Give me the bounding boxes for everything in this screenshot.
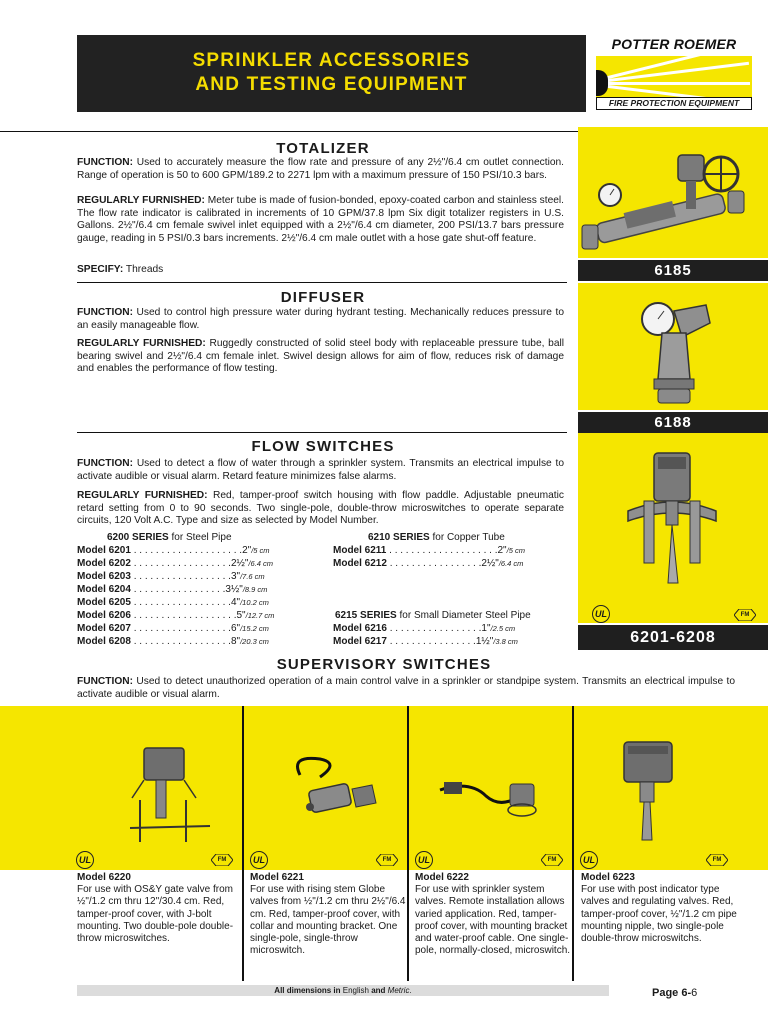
- model-row-6201: [77, 546, 270, 556]
- model-description: For use with rising stem Globe valves from ½"/1.2 cm thru 2½"/6.4 cm. Red, tamper-proof cover, with collar and mounting bracket. One single-pole, single-throw microswitch.: [250, 884, 406, 957]
- footer-english: English: [342, 986, 369, 995]
- leader-dots: . . . . . . . . . . . . . . . . . .: [130, 558, 231, 569]
- furnished-label: REGULARLY FURNISHED:: [77, 338, 206, 349]
- model-metric: /7.6 cm: [240, 572, 265, 581]
- model-row-6206: [77, 611, 274, 621]
- column-divider: [242, 706, 244, 981]
- model-name: Model 6202: [77, 558, 131, 569]
- leader-dots: . . . . . . . . . . . . . . . . . .: [130, 571, 231, 582]
- model-size: 6": [230, 623, 241, 634]
- divider: [77, 282, 567, 283]
- model-row-6204: [77, 585, 267, 595]
- brand-logo: [592, 36, 756, 114]
- model-metric: /5 cm: [506, 546, 525, 555]
- fm-approved-icon: [211, 854, 233, 866]
- logo-emblem: [596, 56, 752, 110]
- fm-label: FM: [217, 857, 227, 863]
- model-metric: /2.5 cm: [490, 624, 516, 633]
- furnished-text: Meter tube is made of fusion-bonded, epoxy-coated carbon and stainless steel. The flow rate indicator is calibrated in increments of 10 GPM/37.8 lpm Six digit totalizer registers in U.S. Gallons. 2½"/6.4 cm female swivel inlet equipped with a 2½"/6.4 cm diameter, 200 PSI/13.7 bars pressure gauge, reading in 5 PSI/0.3 bars increments. 2½"/6.4 cm male outlet with a hose gate shut-off feature.: [77, 195, 565, 244]
- title-line-1: SPRINKLER ACCESSORIES: [192, 50, 471, 71]
- fm-approved-icon: [376, 854, 398, 866]
- model-name: Model 6222: [415, 872, 469, 883]
- switch-6223-illustration: [600, 730, 700, 850]
- model-metric: /10.2 cm: [240, 598, 269, 607]
- model-name: Model 6203: [77, 571, 131, 582]
- series-heading-6200: [107, 533, 232, 543]
- totalizer-illustration: [578, 127, 768, 258]
- ul-listed-icon: UL: [250, 851, 268, 869]
- function-text: Used to control high pressure water during hydrant testing. Mechanically reduces pressure to an easily manageable flow.: [77, 307, 564, 331]
- function-text: Used to accurately measure the flow rate and pressure of any 2½"/6.4 cm outlet connection. Range of operation is 50 to 600 GPM/189.2 to 2271 lpm with a maximum pressure of 150 PSI/10.3 bars.: [77, 157, 564, 181]
- model-description: For use with sprinkler system valves. Remote installation allows varied application. Red, tamper-proof cover, with mounting bracket and water-proof cable. One single-pole, normally-closed, microswitch.: [415, 884, 571, 957]
- model-size: 1½": [475, 636, 494, 647]
- page-number: [652, 987, 697, 999]
- supervisory-item-6220: [77, 872, 235, 945]
- totalizer-specify: [77, 264, 564, 277]
- series-desc: for Steel Pipe: [168, 532, 232, 543]
- page-num-value: 6: [691, 987, 698, 999]
- model-row-6202: [77, 559, 273, 569]
- model-size: 2": [242, 545, 252, 556]
- specify-label: SPECIFY:: [77, 264, 124, 275]
- model-name: Model 6211: [333, 545, 387, 556]
- leader-dots: . . . . . . . . . . . . . . . . . . . .: [386, 545, 498, 556]
- section-title-totalizer: TOTALIZER: [276, 140, 370, 157]
- furnished-label: REGULARLY FURNISHED:: [77, 490, 208, 501]
- model-row-6217: [333, 637, 518, 647]
- function-text: Used to detect unauthorized operation of a main control valve in a sprinkler or standpipe system. Transmits an electrical impulse to activate audible or visual alarm.: [77, 676, 735, 700]
- supervisory-item-6223: [581, 872, 739, 945]
- series-heading-6210: [368, 533, 505, 543]
- section-title-supervisory-switches: SUPERVISORY SWITCHES: [276, 656, 492, 673]
- leader-dots: . . . . . . . . . . . . . . . .: [386, 636, 476, 647]
- leader-dots: . . . . . . . . . . . . . . . . .: [130, 584, 226, 595]
- product-image-6188: [578, 283, 768, 410]
- diffuser-furnished: [77, 338, 564, 376]
- model-metric: /20.3 cm: [240, 637, 269, 646]
- footer-prefix: All dimensions in: [274, 986, 343, 995]
- model-name: Model 6204: [77, 584, 131, 595]
- function-label: FUNCTION:: [77, 157, 134, 168]
- fm-approved-icon: [734, 609, 756, 621]
- leader-dots: . . . . . . . . . . . . . . . . . .: [130, 636, 231, 647]
- switch-6222-illustration: [430, 760, 550, 830]
- model-row-6203: [77, 572, 265, 582]
- furnished-label: REGULARLY FURNISHED:: [77, 195, 205, 206]
- furnished-text: Ruggedly constructed of solid steel body with replaceable pressure tube, ball bearing swivel and 2½"/6.4 cm female inlet. Swivel design allows for aim of flow, reduces risk of damage and enables the performance of flow testing.: [77, 338, 565, 375]
- page-label: Page 6-: [652, 987, 692, 999]
- supervisory-item-6221: [250, 872, 408, 957]
- title-line-2: AND TESTING EQUIPMENT: [195, 74, 468, 95]
- footer-suffix: .: [409, 986, 412, 995]
- series-heading-6215: [335, 611, 531, 621]
- supervisory-function: [77, 676, 735, 701]
- model-size: 4": [230, 597, 241, 608]
- model-name: Model 6212: [333, 558, 387, 569]
- product-image-6201-6208: [578, 433, 768, 623]
- brand-tagline: FIRE PROTECTION EQUIPMENT: [596, 97, 752, 110]
- model-row-6208: [77, 637, 269, 647]
- model-label-6201-6208: 6201-6208: [578, 625, 768, 650]
- switch-6220-illustration: [120, 740, 220, 850]
- model-size: 2": [497, 545, 507, 556]
- diffuser-function: [77, 307, 564, 332]
- model-row-6216: [333, 624, 515, 634]
- model-metric: /6.4 cm: [248, 559, 273, 568]
- leader-dots: . . . . . . . . . . . . . . . . .: [386, 623, 482, 634]
- header-banner: [77, 35, 586, 112]
- leader-dots: . . . . . . . . . . . . . . . . . .: [130, 623, 231, 634]
- footer-and: and: [369, 986, 388, 995]
- fm-approved-icon: [706, 854, 728, 866]
- series-name: 6210 SERIES: [368, 532, 430, 543]
- model-description: For use with OS&Y gate valve from ½"/1.2 cm thru 12"/30.4 cm. Red, tamper-proof cover, with J-bolt mounting. Two double-pole double-throw microswitches.: [77, 884, 234, 945]
- model-row-6211: [333, 546, 525, 556]
- fm-approved-icon: [541, 854, 563, 866]
- flow-switches-function: [77, 458, 564, 483]
- fm-label: FM: [740, 612, 750, 618]
- logo-ray: [600, 82, 750, 85]
- series-name: 6215 SERIES: [335, 610, 397, 621]
- function-label: FUNCTION:: [77, 307, 134, 318]
- brand-name: POTTER ROEMER: [611, 36, 737, 52]
- section-title-diffuser: DIFFUSER: [280, 289, 366, 306]
- model-size: 3½": [225, 584, 243, 595]
- ul-listed-icon: UL: [580, 851, 598, 869]
- divider: [0, 131, 578, 132]
- section-title-flow-switches: FLOW SWITCHES: [251, 438, 395, 455]
- supervisory-item-6222: [415, 872, 573, 957]
- fm-label: FM: [382, 857, 392, 863]
- model-name: Model 6217: [333, 636, 387, 647]
- fm-label: FM: [547, 857, 557, 863]
- model-size: 3": [230, 571, 241, 582]
- ul-listed-icon: UL: [415, 851, 433, 869]
- ul-listed-icon: UL: [592, 605, 610, 623]
- fm-label: FM: [712, 857, 722, 863]
- model-description: For use with post indicator type valves and regulating valves. Red, tamper-proof cover, ½"/1.2 cm pipe mounting nipple, two single-pole double-throw microswitchs.: [581, 884, 737, 945]
- leader-dots: . . . . . . . . . . . . . . . . .: [386, 558, 482, 569]
- series-name: 6200 SERIES: [107, 532, 169, 543]
- model-row-6207: [77, 624, 269, 634]
- model-size: 1": [481, 623, 491, 634]
- model-size: 2½": [481, 558, 499, 569]
- footer-note: [77, 985, 609, 996]
- model-metric: /12.7 cm: [245, 611, 275, 620]
- function-label: FUNCTION:: [77, 676, 134, 687]
- leader-dots: . . . . . . . . . . . . . . . . . . .: [130, 610, 237, 621]
- divider: [77, 432, 567, 433]
- page-title: [77, 49, 586, 97]
- model-size: 8": [230, 636, 241, 647]
- model-name: Model 6221: [250, 872, 304, 883]
- model-label-6188: 6188: [578, 412, 768, 433]
- switch-6221-illustration: [280, 745, 390, 835]
- model-label-6185: 6185: [578, 260, 768, 281]
- model-row-6205: [77, 598, 269, 608]
- model-metric: /15.2 cm: [240, 624, 269, 633]
- model-metric: /8.9 cm: [242, 585, 268, 594]
- product-image-6185: [578, 127, 768, 258]
- diffuser-illustration: [578, 283, 768, 410]
- model-name: Model 6201: [77, 545, 131, 556]
- model-name: Model 6207: [77, 623, 131, 634]
- logo-nozzle: [596, 70, 608, 96]
- model-name: Model 6206: [77, 610, 131, 621]
- furnished-text: Red, tamper-proof switch housing with flow paddle. Adjustable pneumatic retard setting from 0 to 90 seconds. Two single-pole, double-throw microswitches to operate separate circuits, 120 Volt A.C. Type and size as selected by Model Number.: [77, 490, 564, 527]
- footer-metric: Metric: [387, 986, 410, 995]
- model-name: Model 6216: [333, 623, 387, 634]
- flow-switches-furnished: [77, 490, 564, 528]
- function-text: Used to detect a flow of water through a sprinkler system. Transmits an electrical impulse to activate audible or visual alarm. Retard feature minimizes false alarms.: [77, 458, 564, 482]
- model-size: 2½": [230, 558, 249, 569]
- leader-dots: . . . . . . . . . . . . . . . . . . . .: [130, 545, 243, 556]
- totalizer-function: [77, 157, 564, 182]
- model-metric: /6.4 cm: [498, 559, 524, 568]
- model-row-6212: [333, 559, 523, 569]
- model-size: 5": [236, 610, 246, 621]
- model-name: Model 6208: [77, 636, 131, 647]
- model-metric: /5 cm: [251, 546, 270, 555]
- leader-dots: . . . . . . . . . . . . . . . . . .: [130, 597, 231, 608]
- totalizer-furnished: [77, 195, 564, 245]
- series-desc: for Small Diameter Steel Pipe: [396, 610, 531, 621]
- model-metric: /3.8 cm: [493, 637, 518, 646]
- ul-listed-icon: UL: [76, 851, 94, 869]
- model-name: Model 6205: [77, 597, 131, 608]
- series-desc: for Copper Tube: [429, 532, 505, 543]
- specify-text: Threads: [123, 264, 164, 275]
- model-name: Model 6223: [581, 872, 635, 883]
- function-label: FUNCTION:: [77, 458, 134, 469]
- model-name: Model 6220: [77, 872, 131, 883]
- flow-switch-illustration: [578, 433, 768, 623]
